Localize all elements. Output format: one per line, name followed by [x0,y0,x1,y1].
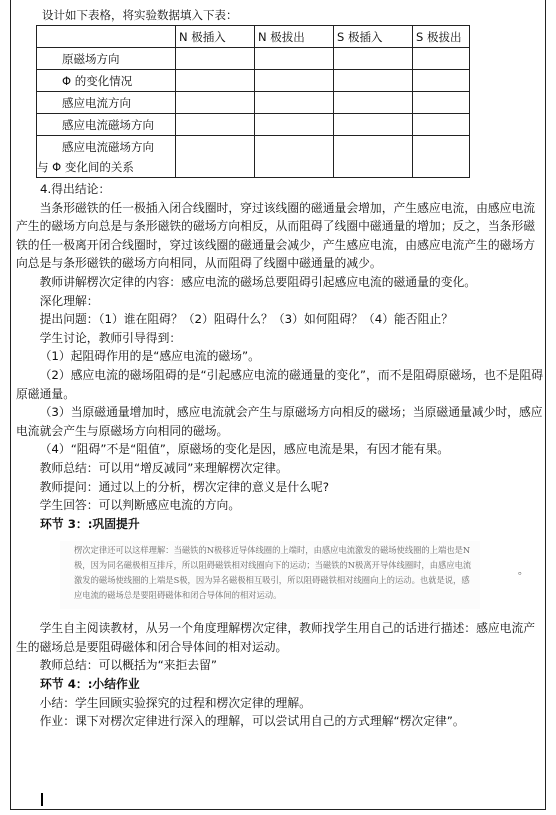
paragraph: 学生讨论，教师引导得到： [39,330,182,345]
paragraph: 小结：学生回顾实验探究的过程和楞次定律的理解。 [39,695,311,710]
table-cell [176,48,255,70]
table-cell [334,48,413,70]
paragraph: 当条形磁铁的任一极插入闭合线圈时，穿过该线圈的磁通量会增加，产生感应电流，由感应电流产生的磁场方向总是与条形磁铁的磁场方向相反，从而阻碍了线圈中磁通量的增加；反之，当条形磁铁的任一极离开闭合线圈时，穿过该线圈的磁通量会减少，产生感应电流，由感应电流产生的磁场方向总是与条形磁铁的磁场方向相同，从而阻碍了线圈中磁通量的减少。 [16,200,536,271]
table-cell [413,114,470,136]
paragraph: 教师总结：可以用“增反减同”来理解楞次定律。 [39,460,288,475]
section-heading: 环节 4：:小结作业 [40,677,140,692]
textbook-excerpt-text: 楞次定律还可以这样理解：当磁铁的N极移近导体线圈的上端时，由感应电流激发的磁场使线圈的上端也是N极，因为同名磁极相互排斥，所以阻碍磁铁相对线圈向下的运动；当磁铁的N极离开导体线圈时，由感应电流激发的磁场使线圈的上端是S极，因为异名磁极相互吸引，所以阻碍磁铁相对线圈向上的运动。也就是说，感应电流的磁场总是要阻碍磁体和闭合导体间的相对运动。 [74,545,472,601]
table-row [37,92,470,114]
paragraph: （1）起阻碍作用的是“感应电流的磁场”。 [39,349,260,364]
table-row-label: 原磁场方向 [37,48,176,70]
table-cell [176,136,255,178]
table-row [37,136,470,178]
table-header-cell: S 极插入 [334,26,413,48]
table-cell [334,92,413,114]
table-header-row [37,26,470,48]
table-header-cell: N 极拔出 [255,26,334,48]
conclusion-title: 4.得出结论： [40,182,111,196]
table-cell [413,48,470,70]
table-cell [413,70,470,92]
paragraph: 学生自主阅读教材，从另一个角度理解楞次定律，教师找学生用自己的话进行描述：感应电流产生的磁场总是要阻碍磁体和闭合导体间的相对运动。 [16,621,536,654]
intro-text: 设计如下表格，将实验数据填入下表： [42,8,238,22]
table-header-cell: N 极插入 [176,26,255,48]
table-row [37,114,470,136]
paragraph: （3）当原磁通量增加时，感应电流就会产生与原磁场方向相反的磁场；当原磁通量减少时，感应电流就会产生与原磁场方向相同的磁场。 [16,405,543,438]
paragraph: 教师讲解楞次定律的内容：感应电流的磁场总要阻碍引起感应电流的磁通量的变化。 [39,274,477,289]
table-cell [413,92,470,114]
paragraph: 作业：课下对楞次定律进行深入的理解，可以尝试用自己的方式理解“楞次定律”。 [39,714,465,729]
table-cell [334,70,413,92]
excerpt-mark: 。 [518,566,528,578]
table-cell [176,114,255,136]
table-cell [255,92,334,114]
table-cell [334,114,413,136]
experiment-table [36,25,470,178]
table-cell [255,114,334,136]
table-cell [176,70,255,92]
table-cell [413,136,470,178]
table-cell [334,136,413,178]
table-row-label: 感应电流方向 [37,92,176,114]
table-row [37,70,470,92]
paragraph: 深化理解： [39,293,99,308]
paragraph: 提出问题：（1）谁在阻碍？（2）阻碍什么？（3）如何阻碍？（4）能否阻止？ [39,312,454,327]
paragraph: （2）感应电流的磁场阻碍的是“引起感应电流的磁通量的变化”，而不是阻碍原磁场，也不是阻碍原磁通量。 [16,367,543,401]
paragraph: 教师提问：通过以上的分析，楞次定律的意义是什么呢? [39,479,329,494]
table-cell [255,48,334,70]
textbook-excerpt-image [60,541,528,609]
table-row-label: 感应电流磁场方向 与 Φ 变化间的关系 [37,136,176,178]
paragraph: 学生回答：可以判断感应电流的方向。 [39,498,241,513]
section-heading: 环节 3：:巩固提升 [40,516,140,531]
table-header-cell: S 极拔出 [413,26,470,48]
text-cursor [41,793,43,806]
table-row [37,48,470,70]
table-cell [255,70,334,92]
paragraph: 教师总结：可以概括为“来拒去留” [39,658,217,673]
table-header-cell [37,26,176,48]
lesson-body [16,180,546,731]
table-row-label: 感应电流磁场方向 [37,114,176,136]
table-cell [176,92,255,114]
table-row-label: Φ 的变化情况 [37,70,176,92]
paragraph: （4）“阻碍”不是“阻值”，原磁场的变化是因，感应电流是果，有因才能有果。 [39,442,450,457]
table-cell [255,136,334,178]
